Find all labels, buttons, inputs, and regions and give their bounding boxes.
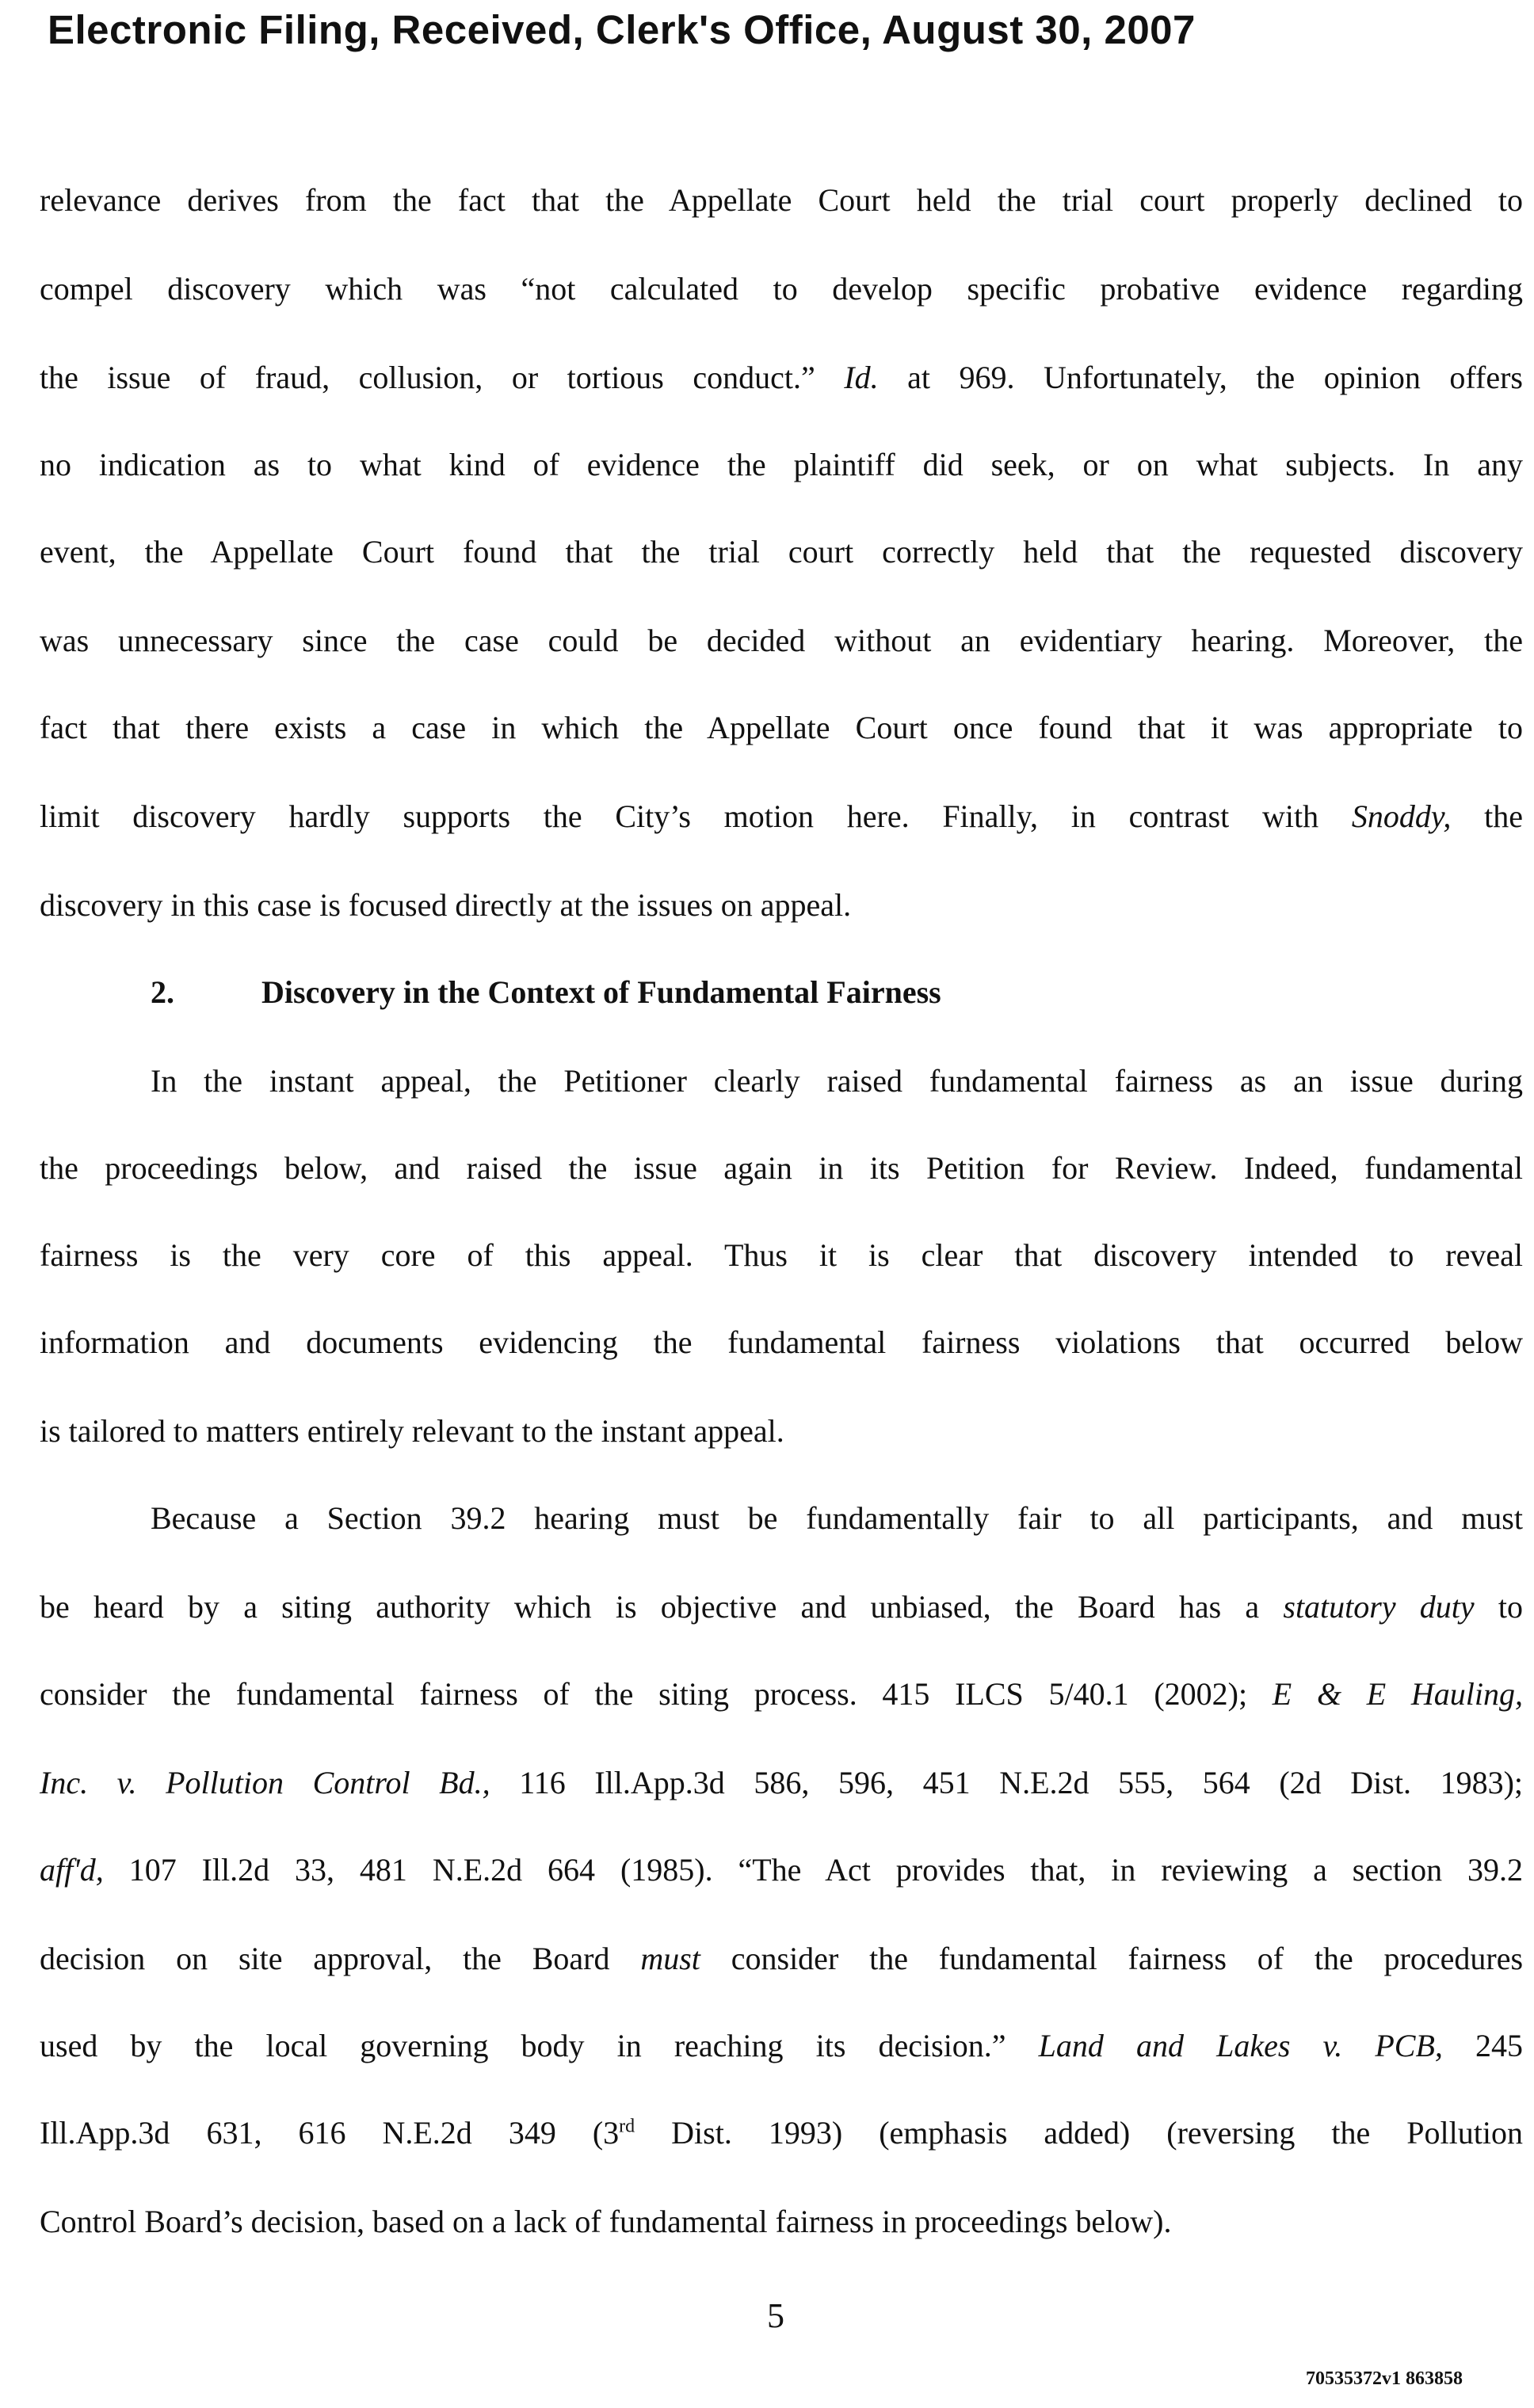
text-run: the [1484, 798, 1523, 834]
body-line [40, 1587, 1523, 1627]
body-line [40, 2026, 1523, 2066]
body-line: discovery in this case is focused directly at the issues on appeal. [40, 887, 852, 923]
body-line [40, 1675, 1523, 1714]
text-run: Ill.App.3d 631, 616 N.E.2d 349 (3 [40, 2115, 620, 2151]
section-number: 2. [151, 974, 174, 1010]
body-line: Control Board’s decision, based on a lack of fundamental fairness in proceedings below). [40, 2204, 1172, 2239]
body-line: compel discovery which was “not calculated to develop specific probative evidence regarding [40, 271, 1523, 307]
emphasis-italic: statutory duty [1283, 1589, 1475, 1625]
body-line [40, 2113, 1523, 2153]
text-run: 245 [1475, 2028, 1524, 2063]
text-run: limit discovery hardly supports the City’s motion here. Finally, in contrast with [40, 798, 1319, 834]
text-run: used by the local governing body in reaching its decision.” [40, 2028, 1006, 2063]
text-run [40, 2115, 635, 2151]
section-title: Discovery in the Context of Fundamental Fairness [261, 974, 941, 1010]
page-number: 5 [767, 2296, 784, 2335]
text-run: to [1498, 1589, 1523, 1625]
section-heading [151, 973, 941, 1012]
citation-italic: Id. [844, 360, 879, 395]
body-line: event, the Appellate Court found that the trial court correctly held that the requested discovery [40, 534, 1523, 570]
text-run: decision on site approval, the Board [40, 1941, 610, 1976]
emphasis-italic: must [640, 1941, 700, 1976]
citation-italic: aff'd, [40, 1852, 104, 1888]
text-run: at 969. Unfortunately, the opinion offers [907, 360, 1523, 395]
body-line [40, 1939, 1523, 1979]
body-line: fairness is the very core of this appeal. Thus it is clear that discovery intended to reveal [40, 1237, 1523, 1273]
text-run: 107 Ill.2d 33, 481 N.E.2d 664 (1985). “The Act provides that, in reviewing a section 39.2 [128, 1852, 1524, 1888]
body-line: information and documents evidencing the fundamental fairness violations that occurred below [40, 1324, 1523, 1360]
text-run: be heard by a siting authority which is objective and unbiased, the Board has a [40, 1589, 1260, 1625]
body-line: the proceedings below, and raised the issue again in its Petition for Review. Indeed, fundamental [40, 1150, 1523, 1186]
body-line [40, 358, 1523, 398]
body-line: relevance derives from the fact that the Appellate Court held the trial court properly declined to [40, 182, 1523, 218]
body-line: Because a Section 39.2 hearing must be fundamentally fair to all participants, and must [151, 1500, 1523, 1536]
body-line [40, 797, 1523, 836]
case-name-italic: Snoddy, [1351, 798, 1452, 834]
case-name-italic: Inc. v. Pollution Control Bd., [40, 1765, 490, 1800]
text-run: Dist. 1993) (emphasis added) (reversing the Pollution [671, 2115, 1523, 2151]
body-line: fact that there exists a case in which the Appellate Court once found that it was appropriate to [40, 710, 1523, 745]
body-line: was unnecessary since the case could be decided without an evidentiary hearing. Moreover, the [40, 623, 1523, 658]
case-name-italic: E & E Hauling, [1272, 1676, 1524, 1712]
body-line [40, 1763, 1523, 1803]
case-name-italic: Land and Lakes v. PCB, [1038, 2028, 1443, 2063]
ordinal-superscript: rd [619, 2116, 635, 2137]
filing-stamp-header: Electronic Filing, Received, Clerk's Office, August 30, 2007 [48, 7, 1196, 52]
body-line: no indication as to what kind of evidence the plaintiff did seek, or on what subjects. In any [40, 447, 1523, 482]
text-run: consider the fundamental fairness of the procedures [731, 1941, 1524, 1976]
body-line: In the instant appeal, the Petitioner clearly raised fundamental fairness as an issue during [151, 1063, 1523, 1099]
text-run: the issue of fraud, collusion, or tortious conduct.” [40, 360, 815, 395]
document-id: 70535372v1 863858 [1306, 2368, 1463, 2389]
text-run: 116 Ill.App.3d 586, 596, 451 N.E.2d 555, 564 (2d Dist. 1983); [519, 1765, 1524, 1800]
body-line: is tailored to matters entirely relevant to the instant appeal. [40, 1413, 784, 1449]
body-line [40, 1850, 1523, 1890]
text-run: consider the fundamental fairness of the siting process. 415 ILCS 5/40.1 (2002); [40, 1676, 1248, 1712]
